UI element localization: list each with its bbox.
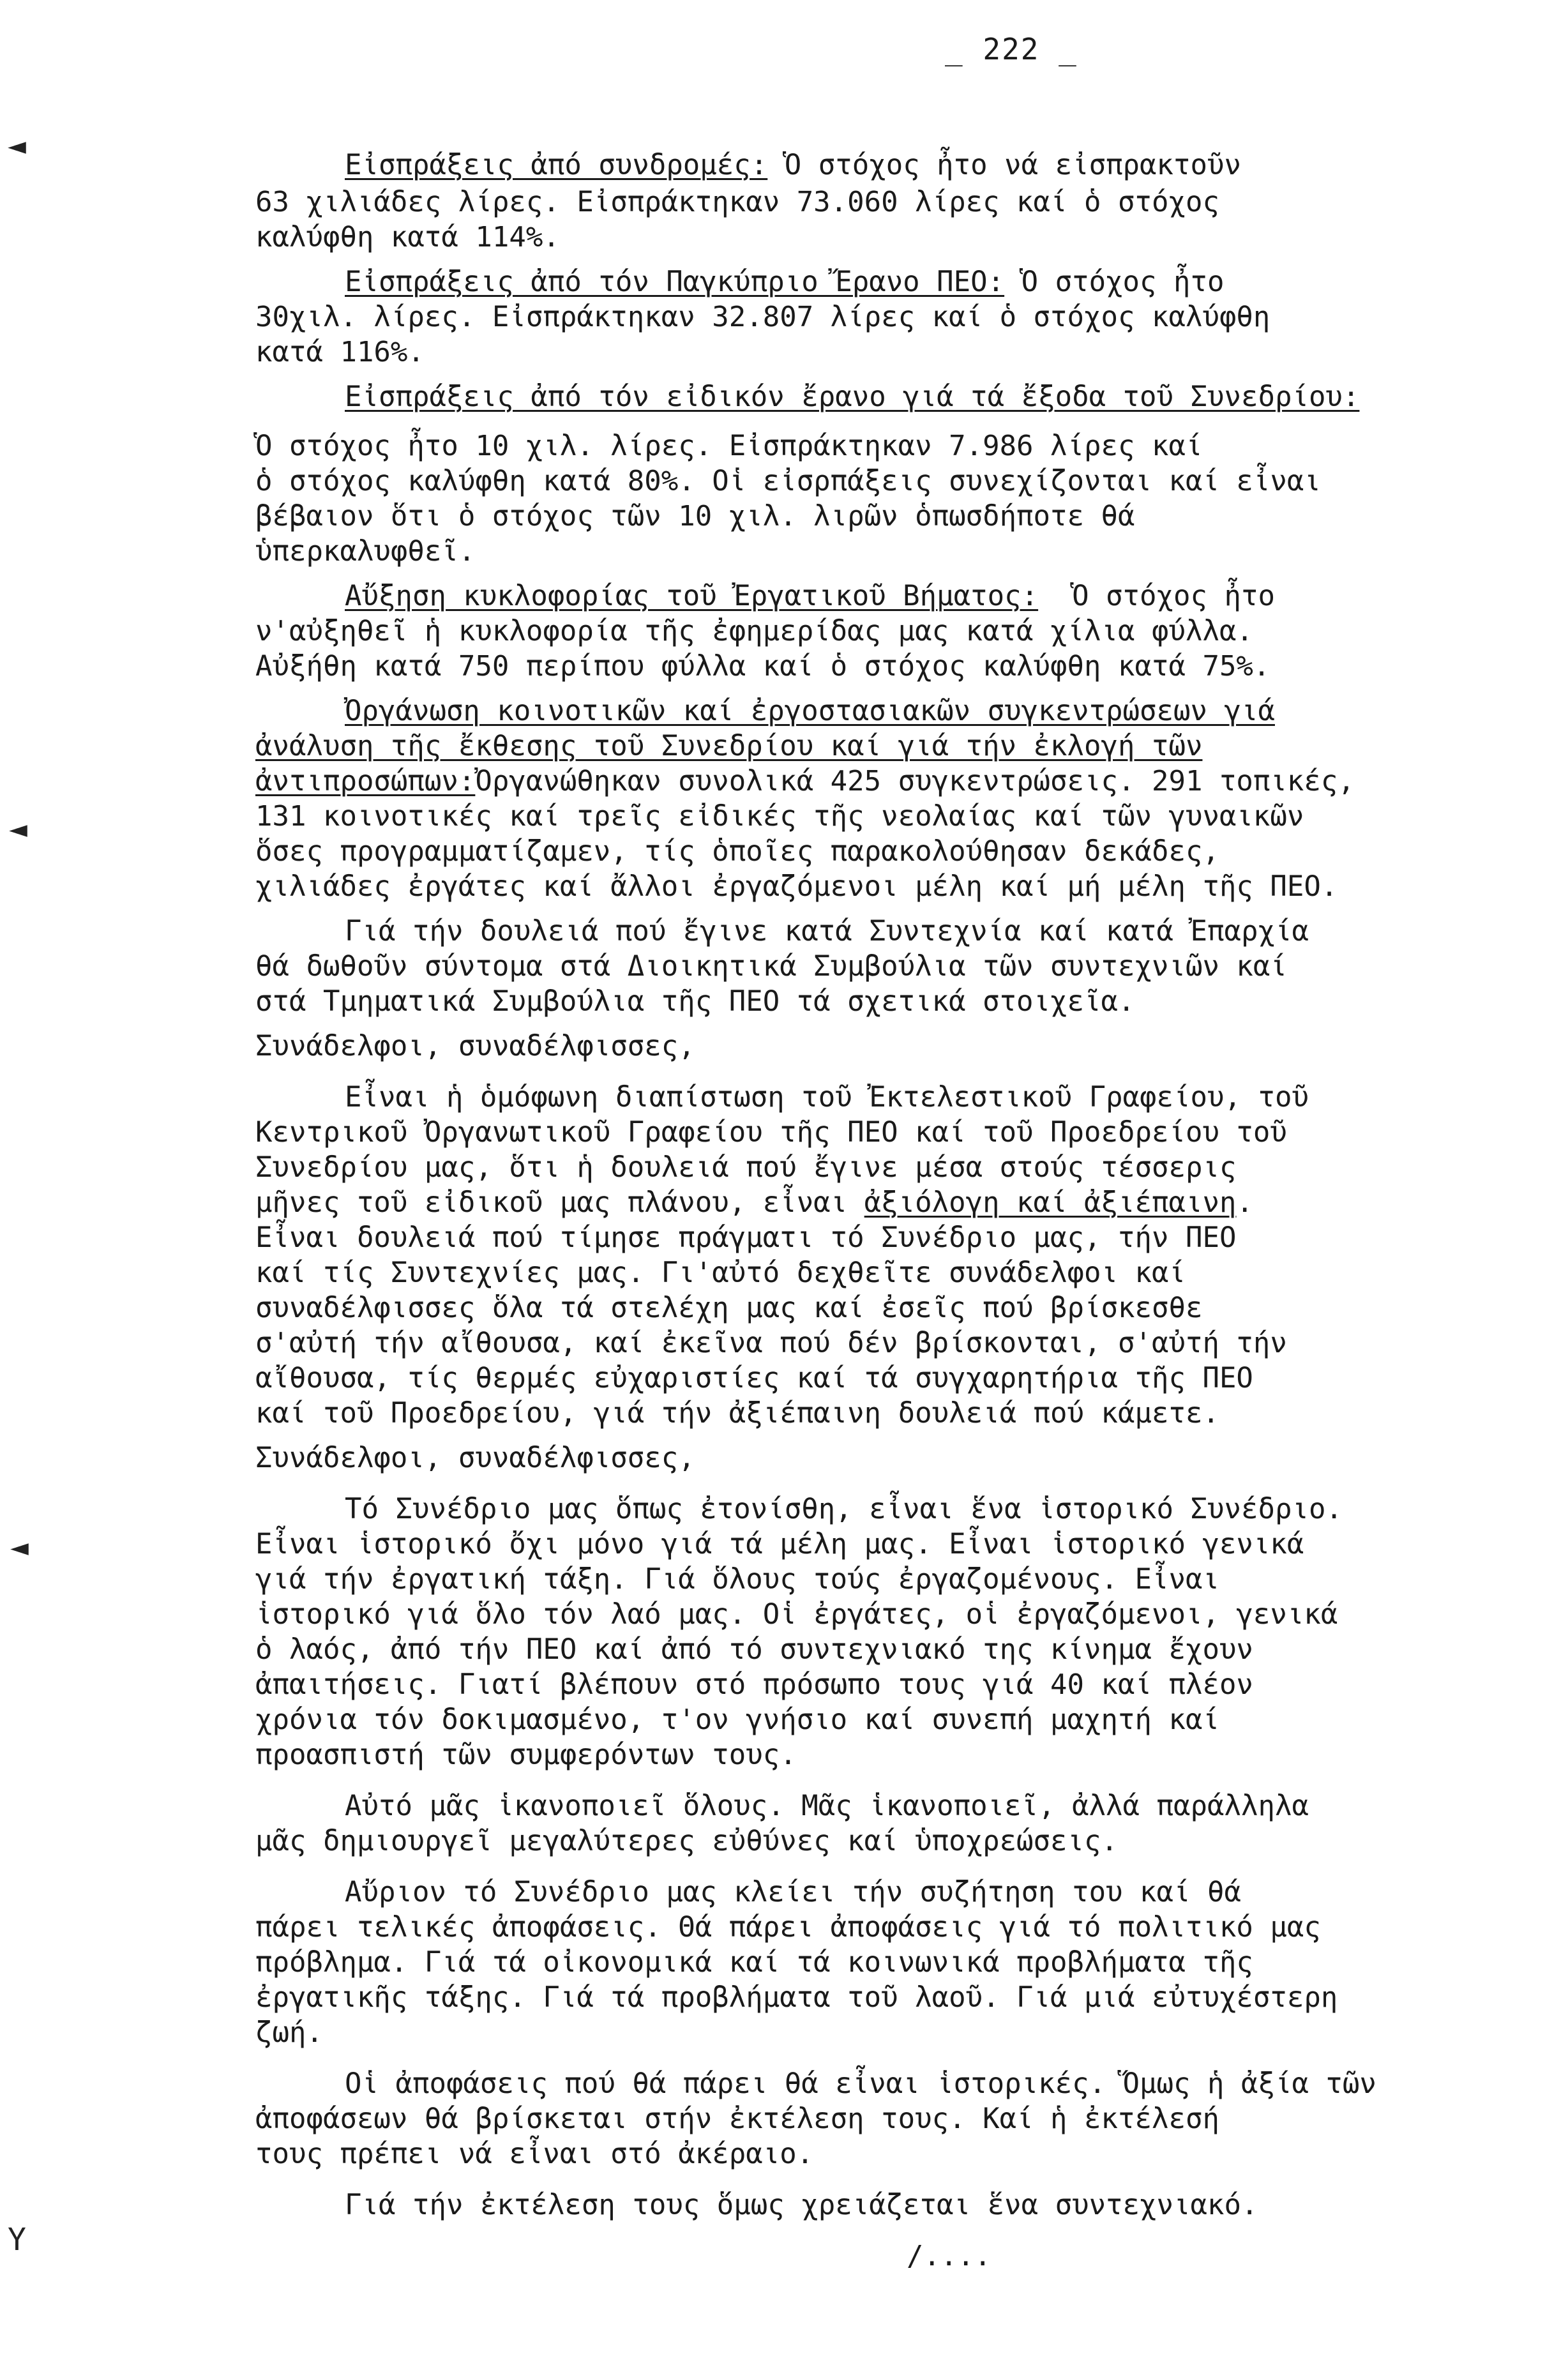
- heading-congress-fund: [345, 380, 1568, 414]
- text-line: χιλιάδες ἐργάτες καί ἄλλοι ἐργαζόμενοι μέλη καί μή μέλη τῆς ΠΕΟ.: [255, 870, 1338, 903]
- text-line: Εἶναι ἡ ὁμόφωνη διαπίστωση τοῦ Ἐκτελεστικοῦ Γραφείου, τοῦ: [345, 1081, 1309, 1114]
- text-line: Ὁ στόχος ἦτο 10 χιλ. λίρες. Εἰσπράκτηκαν 7.986 λίρες καί: [255, 430, 1203, 462]
- salutation: Συνάδελφοι, συναδέλφισσες,: [255, 1442, 695, 1474]
- text-line: καί τοῦ Προεδρείου, γιά τήν ἀξιέπαινη δουλειά πού κάμετε.: [255, 1397, 1219, 1430]
- text-line: Αὐξήθη κατά 750 περίπου φύλλα καί ὁ στόχος καλύφθη κατά 75%.: [255, 650, 1270, 683]
- text-line: Εἶναι ἱστορικό ὄχι μόνο γιά τά μέλη μας. Εἶναι ἱστορικό γενικά: [255, 1528, 1304, 1560]
- text-line: γιά τήν ἐργατική τάξη. Γιά ὅλους τούς ἐργαζομένους. Εἶναι: [255, 1563, 1219, 1596]
- text-line: αἴθουσα, τίς θερμές εὐχαριστίες καί τά συγχαρητήρια τῆς ΠΕΟ: [255, 1362, 1253, 1394]
- continuation-mark: /....: [907, 2240, 991, 2272]
- text-line: Τό Συνέδριο μας ὅπως ἐτονίσθη, εἶναι ἕνα ἱστορικό Συνέδριο.: [345, 1493, 1343, 1525]
- page-number: _ 222 _: [945, 32, 1078, 66]
- text-line: Κεντρικοῦ Ὀργανωτικοῦ Γραφείου τῆς ΠΕΟ καί τοῦ Προεδρείου τοῦ: [255, 1116, 1287, 1149]
- text-line: ἀποφάσεων θά βρίσκεται στήν ἐκτέλεση τους. Καί ἡ ἐκτέλεσή: [255, 2103, 1219, 2135]
- text-line: πάρει τελικές ἀποφάσεις. Θά πάρει ἀποφάσεις γιά τό πολιτικό μας: [255, 1911, 1321, 1944]
- text-line: θά δωθοῦν σύντομα στά Διοικητικά Συμβούλια τῶν συντεχνιῶν καί: [255, 950, 1287, 983]
- margin-arrow-mark: ◄: [9, 811, 27, 847]
- text-line: κατά 116%.: [255, 336, 425, 368]
- margin-arrow-mark: ◄: [8, 128, 26, 163]
- paragraph-meetings: [255, 764, 1507, 799]
- text-line: ὁ στόχος καλύφθη κατά 80%. Οἱ εἰσρπάξεις συνεχίζονται καί εἶναι: [255, 465, 1321, 497]
- paragraph-pancyprian-fund: [345, 265, 1568, 299]
- text-line: Γιά τήν δουλειά πού ἔγινε κατά Συντεχνία καί κατά Ἐπαρχία: [345, 915, 1309, 948]
- text-line: χρόνια τόν δοκιμασμένο, τ'ον γνήσιο καί συνεπή μαχητή καί: [255, 1703, 1219, 1736]
- text-line: ὑπερκαλυφθεῖ.: [255, 535, 476, 568]
- text-line: βέβαιον ὅτι ὁ στόχος τῶν 10 χιλ. λιρῶν ὁπωσδήποτε θά: [255, 500, 1135, 532]
- text-line: ζωή.: [255, 2016, 323, 2049]
- text-line: Ὁ στόχος ἦτο: [1004, 266, 1225, 298]
- text-line: [255, 1186, 1507, 1220]
- text-line: Αὔριον τό Συνέδριο μας κλείει τήν συζήτηση του καί θά: [345, 1876, 1241, 1908]
- text-segment: .: [1236, 1186, 1253, 1219]
- heading-circulation: Αὔξηση κυκλοφορίας τοῦ Ἐργατικοῦ Βήματος:: [345, 580, 1039, 612]
- text-line: ἐργατικῆς τάξης. Γιά τά προβλήματα τοῦ λαοῦ. Γιά μιά εὐτυχέστερη: [255, 1981, 1338, 2014]
- margin-tick-mark: Y: [8, 2222, 26, 2258]
- text-line: ὅσες προγραμματίζαμεν, τίς ὁποῖες παρακολούθησαν δεκάδες,: [255, 835, 1219, 868]
- paragraph-circulation: [345, 579, 1568, 614]
- heading-congress-fund-text: Εἰσπράξεις ἀπό τόν εἰδικόν ἔρανο γιά τά ἔξοδα τοῦ Συνεδρίου:: [345, 381, 1360, 413]
- text-line: προασπιστή τῶν συμφερόντων τους.: [255, 1739, 797, 1771]
- text-line: ν'αὐξηθεῖ ἡ κυκλοφορία τῆς ἐφημερίδας μας κατά χίλια φύλλα.: [255, 615, 1253, 647]
- text-line: Εἶναι δουλειά πού τίμησε πράγματι τό Συνέδριο μας, τήν ΠΕΟ: [255, 1221, 1237, 1254]
- text-line: ἱστορικό γιά ὅλο τόν λαό μας. Οἱ ἐργάτες, οἱ ἐργαζόμενοι, γενικά: [255, 1598, 1338, 1631]
- heading-subscriptions: Εἰσπράξεις ἀπό συνδρομές:: [345, 149, 768, 181]
- heading-pancyprian-fund: Εἰσπράξεις ἀπό τόν Παγκύπριο Ἔρανο ΠΕΟ:: [345, 266, 1005, 298]
- text-line: 131 κοινοτικές καί τρεῖς εἰδικές τῆς νεολαίας καί τῶν γυναικῶν: [255, 800, 1304, 833]
- heading-meetings-line2-text: ἀνάλυση τῆς ἔκθεσης τοῦ Συνεδρίου καί γιά τήν ἐκλογή τῶν: [255, 730, 1203, 762]
- text-line: καί τίς Συντεχνίες μας. Γι'αὐτό δεχθεῖτε συνάδελφοι καί: [255, 1257, 1186, 1289]
- salutation: Συνάδελφοι, συναδέλφισσες,: [255, 1030, 695, 1062]
- text-line: ἀπαιτήσεις. Γιατί βλέπουν στό πρόσωπο τους γιά 40 καί πλέον: [255, 1668, 1253, 1701]
- text-line: 63 χιλιάδες λίρες. Εἰσπράκτηκαν 73.060 λίρες καί ὁ στόχος: [255, 186, 1219, 218]
- heading-meetings: [345, 694, 1568, 729]
- text-line: Ὀργανώθηκαν συνολικά 425 συγκεντρώσεις. 291 τοπικές,: [475, 765, 1355, 797]
- heading-meetings-line1: Ὀργάνωση κοινοτικῶν καί ἐργοστασιακῶν συγκεντρώσεων γιά: [345, 695, 1275, 727]
- text-line: 30χιλ. λίρες. Εἰσπράκτηκαν 32.807 λίρες καί ὁ στόχος καλύφθη: [255, 301, 1270, 333]
- text-line: σ'αὐτή τήν αἴθουσα, καί ἐκεῖνα πού δέν βρίσκονται, σ'αὐτή τήν: [255, 1327, 1287, 1359]
- text-line: καλύφθη κατά 114%.: [255, 221, 560, 253]
- heading-meetings-line2: [255, 729, 1507, 764]
- paragraph-subscriptions: [345, 148, 1568, 183]
- text-line: τους πρέπει νά εἶναι στό ἀκέραιο.: [255, 2138, 814, 2170]
- text-line: Αὐτό μᾶς ἱκανοποιεῖ ὅλους. Μᾶς ἱκανοποιεῖ, ἀλλά παράλληλα: [345, 1790, 1309, 1822]
- text-line: πρόβλημα. Γιά τά οἰκονομικά καί τά κοινωνικά προβλήματα τῆς: [255, 1946, 1253, 1979]
- text-line: μᾶς δημιουργεῖ μεγαλύτερες εὐθύνες καί ὑποχρεώσεις.: [255, 1825, 1119, 1857]
- margin-arrow-mark: ◄: [10, 1529, 29, 1565]
- text-line: ὁ λαός, ἀπό τήν ΠΕΟ καί ἀπό τό συντεχνιακό της κίνημα ἔχουν: [255, 1633, 1253, 1666]
- text-line: στά Τμηματικά Συμβούλια τῆς ΠΕΟ τά σχετικά στοιχεῖα.: [255, 985, 1135, 1018]
- text-line: Γιά τήν ἐκτέλεση τους ὅμως χρειάζεται ἕνα συντεχνιακό.: [345, 2189, 1258, 2221]
- text-line: Ὁ στόχος ἦτο: [1038, 580, 1275, 612]
- heading-meetings-line3: ἀντιπροσώπων:: [255, 765, 476, 797]
- text-line: Συνεδρίου μας, ὅτι ἡ δουλειά πού ἔγινε μέσα στούς τέσσερις: [255, 1151, 1237, 1184]
- text-line: Ὁ στόχος ἦτο νά εἰσπρακτοῦν: [767, 149, 1241, 181]
- emphasis-underlined: ἀξιόλογη καί ἀξιέπαινη: [864, 1186, 1237, 1219]
- text-line: Οἱ ἀποφάσεις πού θά πάρει θά εἶναι ἱστορικές. Ὅμως ἡ ἀξία τῶν: [345, 2067, 1376, 2100]
- text-line: συναδέλφισσες ὅλα τά στελέχη μας καί ἐσεῖς πού βρίσκεσθε: [255, 1292, 1203, 1324]
- text-segment: μῆνες τοῦ εἰδικοῦ μας πλάνου, εἶναι: [255, 1186, 864, 1219]
